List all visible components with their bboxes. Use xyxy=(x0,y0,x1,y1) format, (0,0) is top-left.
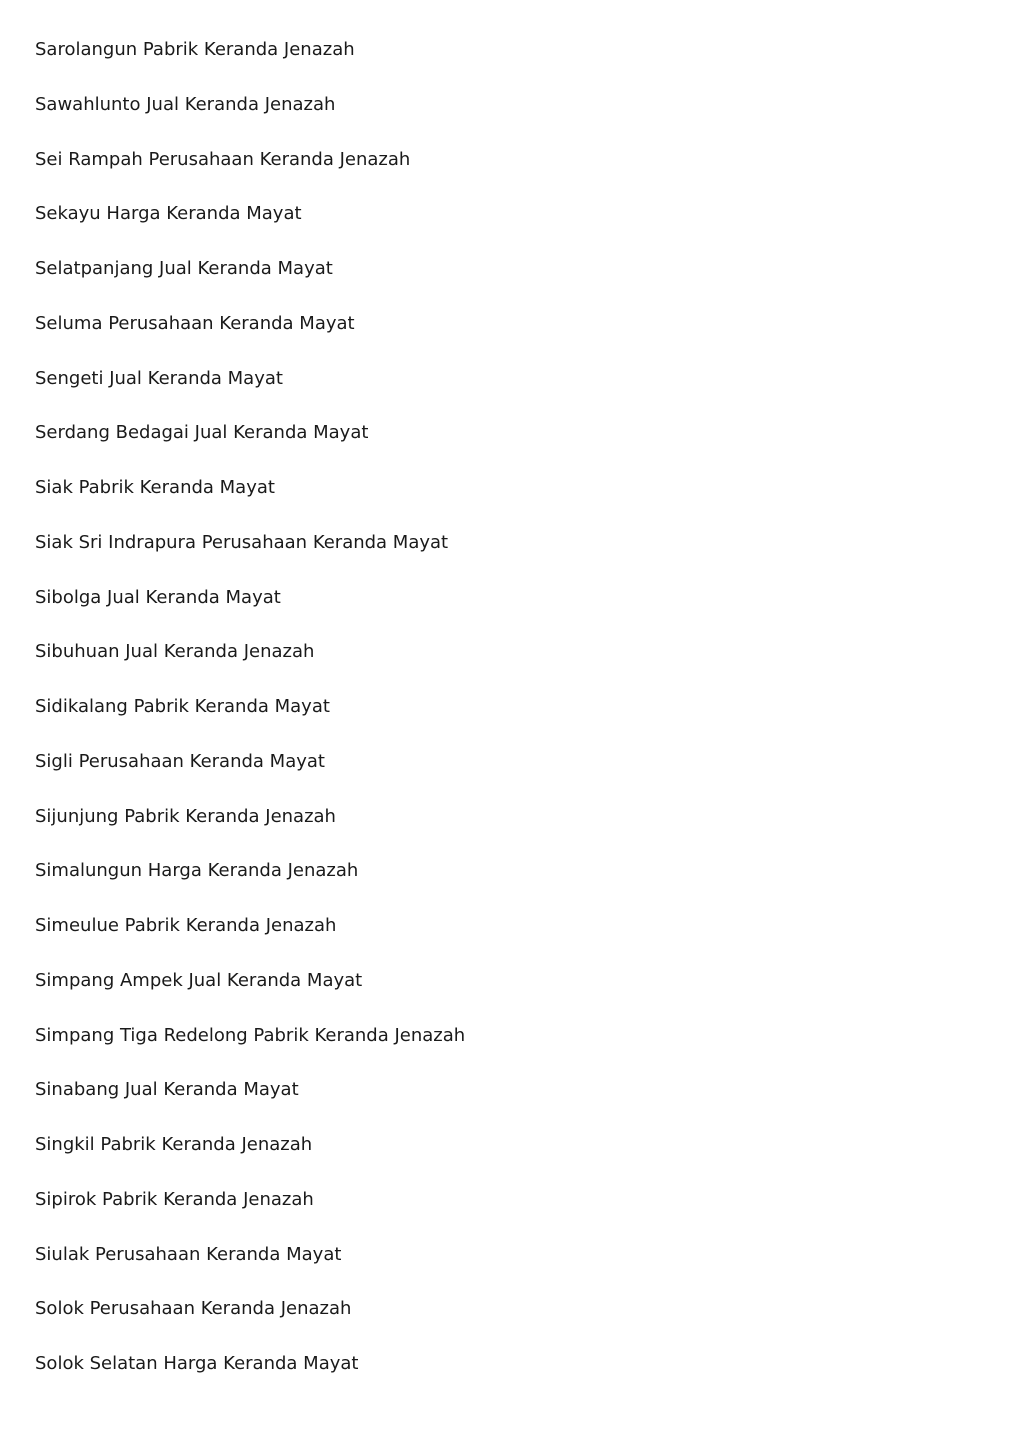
list-item: Sengeti Jual Keranda Mayat xyxy=(35,367,283,389)
list-item: Simpang Ampek Jual Keranda Mayat xyxy=(35,969,363,991)
list-item: Sibuhuan Jual Keranda Jenazah xyxy=(35,641,315,663)
list-item: Solok Selatan Harga Keranda Mayat xyxy=(35,1353,359,1374)
list-item: Solok Perusahaan Keranda Jenazah xyxy=(35,1298,352,1320)
list-item: Sawahlunto Jual Keranda Jenazah xyxy=(35,93,336,115)
list-item: Sarolangun Pabrik Keranda Jenazah xyxy=(35,39,355,60)
list-item: Sei Rampah Perusahaan Keranda Jenazah xyxy=(35,148,411,170)
list-item: Siak Pabrik Keranda Mayat xyxy=(35,477,275,498)
list-item: Seluma Perusahaan Keranda Mayat xyxy=(35,312,355,334)
list-item: Serdang Bedagai Jual Keranda Mayat xyxy=(35,422,369,444)
list-item: Selatpanjang Jual Keranda Mayat xyxy=(35,258,333,279)
list-item: Sijunjung Pabrik Keranda Jenazah xyxy=(35,805,336,827)
list-item: Singkil Pabrik Keranda Jenazah xyxy=(35,1134,313,1155)
list-item: Sipirok Pabrik Keranda Jenazah xyxy=(35,1188,314,1210)
list-item: Simpang Tiga Redelong Pabrik Keranda Jenazah xyxy=(35,1024,466,1046)
list-item: Sekayu Harga Keranda Mayat xyxy=(35,203,302,225)
list-item: Siak Sri Indrapura Perusahaan Keranda Mayat xyxy=(35,531,449,553)
list-item: Sidikalang Pabrik Keranda Mayat xyxy=(35,696,330,717)
list-item: Sibolga Jual Keranda Mayat xyxy=(35,586,281,608)
list-item: Sigli Perusahaan Keranda Mayat xyxy=(35,750,325,772)
list-item: Simeulue Pabrik Keranda Jenazah xyxy=(35,915,337,936)
list-item: Simalungun Harga Keranda Jenazah xyxy=(35,860,359,882)
list-item: Sinabang Jual Keranda Mayat xyxy=(35,1079,299,1101)
list-item: Siulak Perusahaan Keranda Mayat xyxy=(35,1243,342,1265)
location-list xyxy=(35,36,465,1405)
